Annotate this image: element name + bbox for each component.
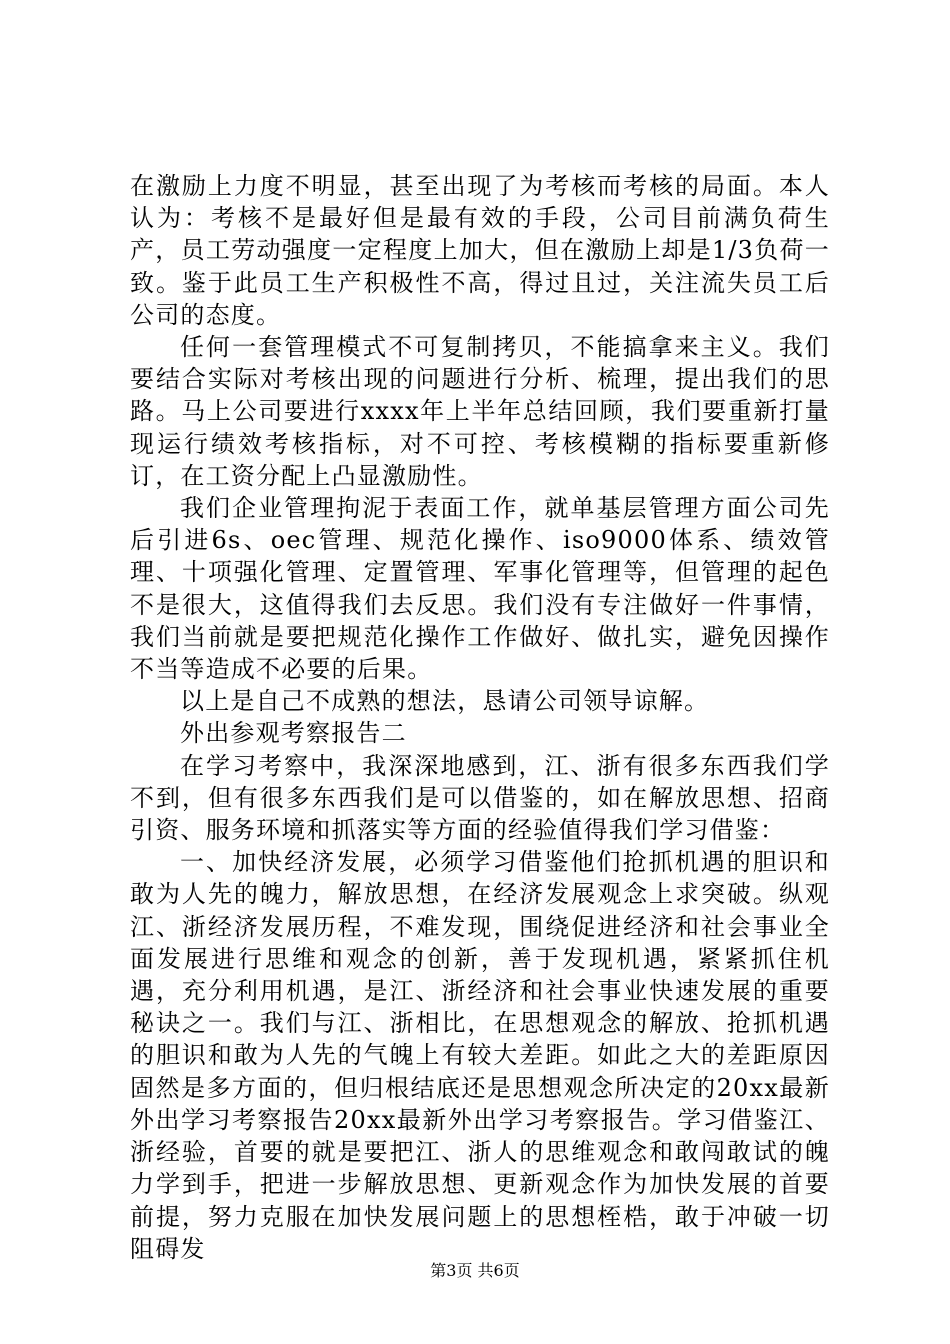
paragraph-4: 以上是自己不成熟的想法，恳请公司领导谅解。	[180, 687, 710, 716]
paragraph-3: 我们企业管理拘泥于表面工作，就单基层管理方面公司先后引进6s、oec管理、规范化操作、iso9000体系、绩效管理、十项强化管理、定置管理、军事化管理等，但管理的起色不是很大，这值得我们去反思。我们没有专注做好一件事情，我们当前就是要把规范化操作工作做好、做扎实，避免因操作不当等造成不必要的后果。	[130, 494, 830, 684]
paragraph-1: 在激励上力度不明显，甚至出现了为考核而考核的局面。本人认为：考核不是最好但是最有效的手段，公司目前满负荷生产，员工劳动强度一定程度上加大，但在激励上却是1/3负荷一致。鉴于此员工生产积极性不高，得过且过，关注流失员工后公司的态度。	[130, 172, 830, 329]
document-body	[130, 170, 830, 1265]
paragraph-2: 任何一套管理模式不可复制拷贝，不能搞拿来主义。我们要结合实际对考核出现的问题进行分析、梳理，提出我们的思路。马上公司要进行xxxx年上半年总结回顾，我们要重新打量现运行绩效考核指标，对不可控、考核模糊的指标要重新修订，在工资分配上凸显激励性。	[130, 333, 830, 490]
section-heading: 外出参观考察报告二	[180, 719, 407, 748]
paragraph-5: 在学习考察中，我深深地感到，江、浙有很多东西我们学不到，但有很多东西我们是可以借鉴的，如在解放思想、招商引资、服务环境和抓落实等方面的经验值得我们学习借鉴：	[130, 751, 830, 845]
page-footer: 第3页 共6页	[430, 1261, 520, 1280]
paragraph-6: 一、加快经济发展，必须学习借鉴他们抢抓机遇的胆识和敢为人先的魄力，解放思想，在经济发展观念上求突破。纵观江、浙经济发展历程，不难发现，围绕促进经济和社会事业全面发展进行思维和观念的创新，善于发现机遇，紧紧抓住机遇，充分利用机遇，是江、浙经济和社会事业快速发展的重要秘诀之一。我们与江、浙相比，在思想观念的解放、抢抓机遇的胆识和敢为人先的气魄上有较大差距。如此之大的差距原因固然是多方面的，但归根结底还是思想观念所决定的20xx最新外出学习考察报告20xx最新外出学习考察报告。学习借鉴江、浙经验，首要的就是要把江、浙人的思维观念和敢闯敢试的魄力学到手，把进一步解放思想、更新观念作为加快发展的首要前提，努力克服在加快发展问题上的思想桎梏，敢于冲破一切阻碍发	[130, 848, 830, 1263]
